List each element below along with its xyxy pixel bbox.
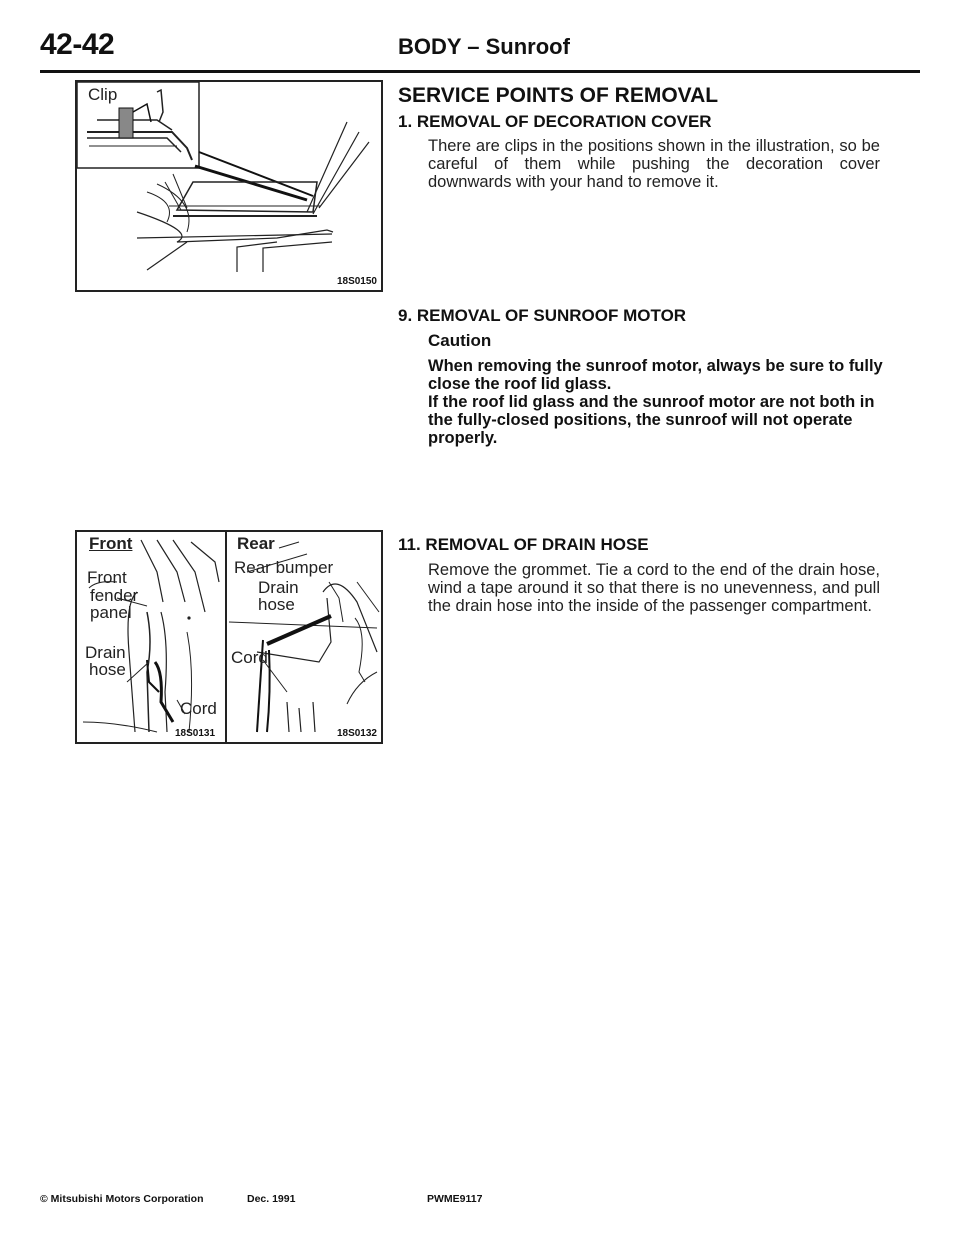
page-number: 42-42 — [40, 28, 115, 61]
page-title: BODY – Sunroof — [398, 34, 570, 59]
footer-date: Dec. 1991 — [247, 1193, 296, 1205]
item-11-body: Remove the grommet. Tie a cord to the end of the drain hose, wind a tape around it so that there is no unevenness, and pull the drain hose into the inside of the passenger compartment. — [428, 561, 880, 615]
item-9-heading: 9. REMOVAL OF SUNROOF MOTOR — [398, 306, 687, 325]
label-clip: Clip — [88, 85, 118, 104]
label-hose: hose — [89, 660, 126, 679]
header-rule — [40, 70, 920, 73]
label-drain: Drain — [258, 578, 299, 597]
label-panel: panel — [90, 603, 132, 622]
figure-front-drain-hose — [75, 530, 227, 744]
label-hose: hose — [258, 595, 295, 614]
footer-copyright: © Mitsubishi Motors Corporation — [40, 1193, 204, 1205]
label-fender: fender — [90, 586, 139, 605]
figure-code: 18S0132 — [336, 728, 377, 739]
section-heading: SERVICE POINTS OF REMOVAL — [398, 84, 719, 107]
caution-label: Caution — [428, 331, 492, 350]
label-drain: Drain — [85, 643, 126, 662]
label-front: Front — [89, 534, 133, 553]
figure-rear-drain-hose — [225, 530, 383, 744]
label-rear: Rear — [237, 534, 275, 553]
label-cord: Cord — [180, 699, 217, 718]
label-rear-bumper: Rear bumper — [234, 558, 334, 577]
item-1-heading: 1. REMOVAL OF DECORATION COVER — [398, 112, 712, 131]
figure-decoration-cover — [75, 80, 383, 292]
caution-text-1: When removing the sunroof motor, always be sure to fully close the roof lid glass. — [428, 357, 883, 393]
label-front-fender: Front — [87, 568, 127, 587]
footer-doc-code: PWME9117 — [427, 1193, 483, 1205]
item-11-heading: 11. REMOVAL OF DRAIN HOSE — [398, 535, 649, 554]
figure-code: 18S0131 — [175, 728, 216, 739]
label-cord: Cord — [231, 648, 268, 667]
item-1-body: There are clips in the positions shown in the illustration, so be careful of them while pushing the decoration cover downwards with your hand to remove it. — [428, 137, 880, 191]
caution-text-2: If the roof lid glass and the sunroof motor are not both in the fully-closed positions, the sunroof will not operate properly. — [428, 393, 875, 447]
decoration-cover-illustration — [77, 82, 381, 290]
figure-code: 18S0150 — [336, 276, 377, 287]
